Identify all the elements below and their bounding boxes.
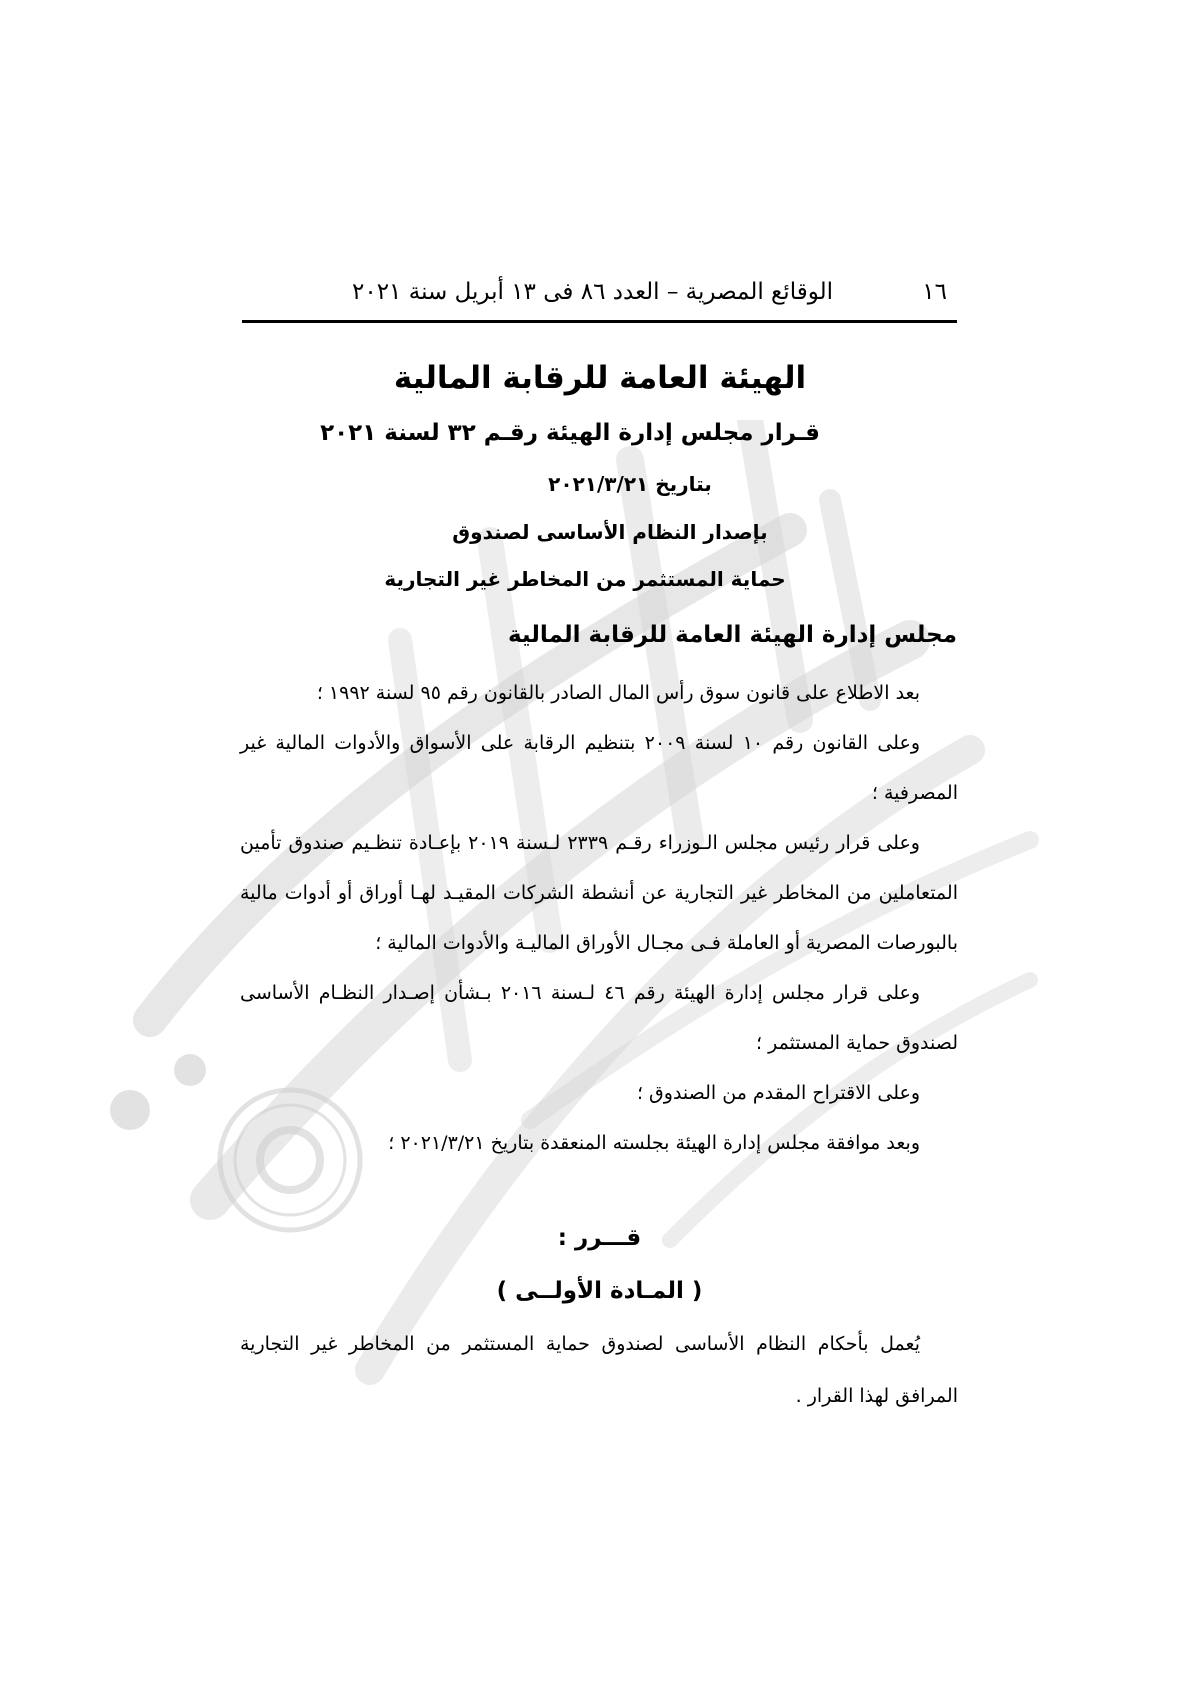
- preamble-paragraph: وعلى قرار رئيس مجلس الـوزراء رقـم ٢٣٣٩ لـسنة ٢٠١٩ بإعـادة تنظـيم صندوق تأمين المتعاملين من المخاطر غير التجارية عن أنشطة الشركات المقيـد لهـا أوراق أو أدوات مالية بالبورصات المصرية أو العاملة فـى مجـال الأوراق الماليـة والأدوات المالية ؛: [240, 832, 958, 954]
- article-heading: ( المـادة الأولــى ): [496, 1278, 703, 1304]
- header-divider: [242, 320, 957, 323]
- article-paragraph: يُعمل بأحكام النظام الأساسى لصندوق حماية المستثمر من المخاطر غير التجارية المرافق لهذا القرار .: [240, 1333, 958, 1407]
- preamble-paragraph: وعلى الاقتراح المقدم من الصندوق ؛: [636, 1082, 920, 1104]
- page-number: ١٦: [922, 279, 947, 305]
- article-text: [240, 1318, 958, 1422]
- decides-heading: قـــرر :: [557, 1225, 642, 1251]
- preamble: [240, 668, 958, 1168]
- subject-line-2: حماية المستثمر من المخاطر غير التجارية: [384, 567, 786, 591]
- gazette-title: الوقائع المصرية – العدد ٨٦ فى ١٣ أبريل سنة ٢٠٢١: [352, 279, 833, 305]
- preamble-paragraph: وعلى قرار مجلس إدارة الهيئة رقم ٤٦ لـسنة ٢٠١٦ بـشأن إصـدار النظـام الأساسى لصندوق حماية المستثمر ؛: [240, 982, 958, 1054]
- decision-date: بتاريخ ٢٠٢١/٣/٢١: [548, 472, 712, 496]
- preamble-paragraph: وبعد موافقة مجلس إدارة الهيئة بجلسته المنعقدة بتاريخ ٢٠٢١/٣/٢١ ؛: [388, 1132, 920, 1154]
- decision-title: قـرار مجلس إدارة الهيئة رقـم ٣٢ لسنة ٢٠٢١: [320, 420, 820, 446]
- preamble-paragraph: وعلى القانون رقم ١٠ لسنة ٢٠٠٩ بتنظيم الرقابة على الأسواق والأدوات المالية غير المصرفية ؛: [240, 732, 958, 804]
- preamble-paragraph: بعد الاطلاع على قانون سوق رأس المال الصادر بالقانون رقم ٩٥ لسنة ١٩٩٢ ؛: [316, 682, 920, 704]
- subject-line-1: بإصدار النظام الأساسى لصندوق: [452, 520, 768, 544]
- board-heading: مجلس إدارة الهيئة العامة للرقابة المالية: [507, 622, 957, 648]
- authority-title: الهيئة العامة للرقابة المالية: [393, 360, 807, 396]
- gazette-header: [242, 272, 957, 312]
